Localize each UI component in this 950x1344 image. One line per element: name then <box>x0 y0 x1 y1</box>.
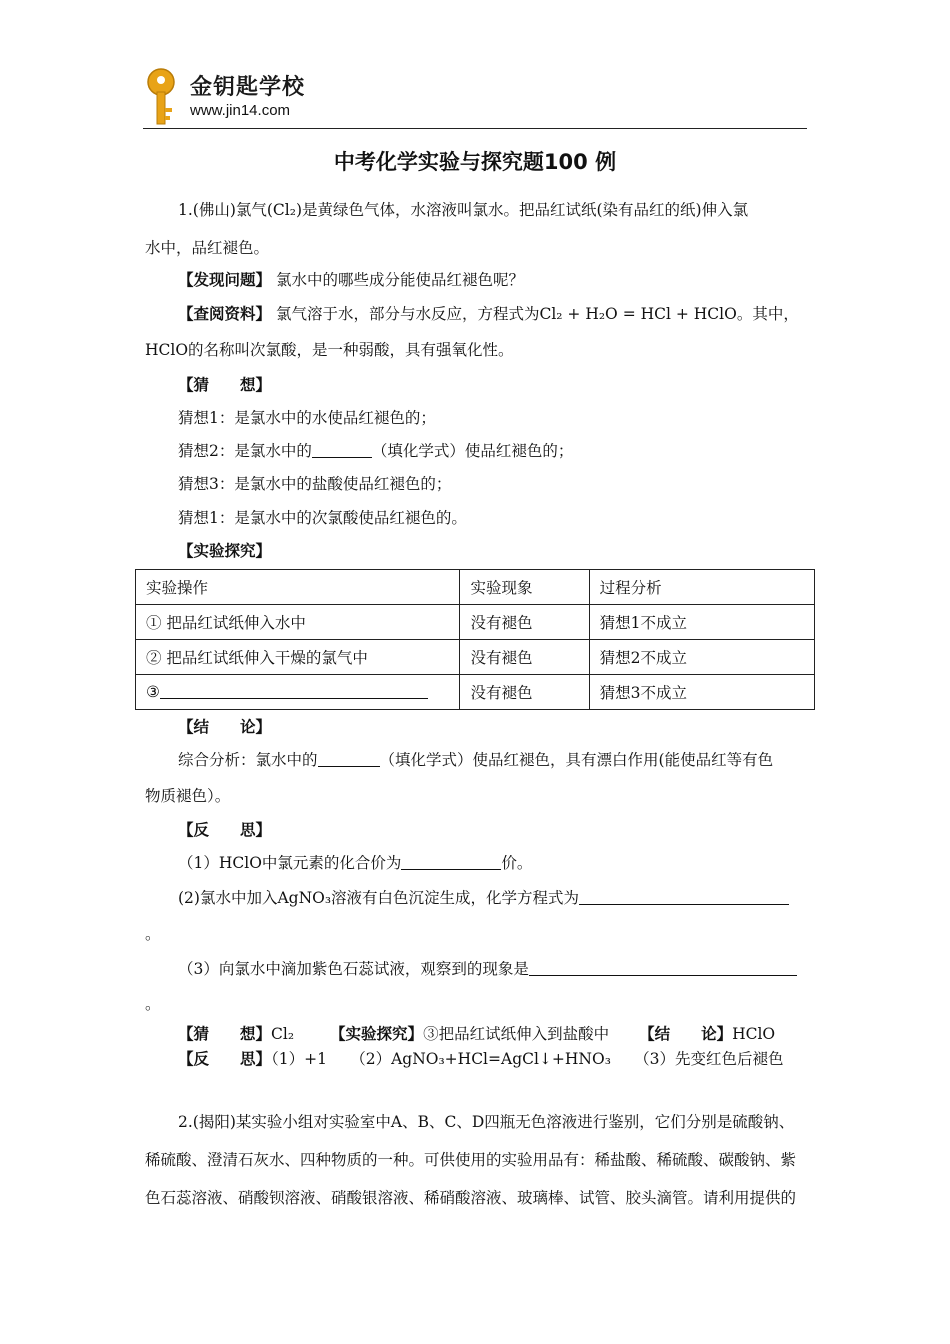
answer-conclusion: HClO <box>732 1025 776 1043</box>
answer-reflect: （1）+1 （2）AgNO₃+HCl=AgCl↓+HNO₃ （3）先变红色后褪色 <box>271 1050 784 1068</box>
table-row <box>136 605 815 640</box>
table-cell: 没有褪色 <box>460 640 589 675</box>
table-header-row <box>136 570 815 605</box>
consult-label: 【查阅资料】 <box>178 305 272 323</box>
reflect-2-text: (2)氯水中加入AgNO₃溶液有白色沉淀生成，化学方程式为 <box>178 889 580 907</box>
header-divider <box>143 128 807 129</box>
q1-discover <box>178 268 524 290</box>
table-header-cell: 实验现象 <box>460 570 589 605</box>
reflect-2 <box>178 886 789 908</box>
table-row <box>136 640 815 675</box>
key-icon <box>140 68 182 126</box>
conclusion-label: 【结 论】 <box>178 718 272 736</box>
logo-url: www.jin14.com <box>190 102 291 119</box>
reflect-label: 【反 思】 <box>178 821 272 839</box>
experiment-table <box>135 569 815 710</box>
guess-2 <box>178 439 573 461</box>
q2-line2: 稀硫酸、澄清石灰水、四种物质的一种。可供使用的实验用品有：稀盐酸、稀硫酸、碳酸钠、紫 <box>145 1151 797 1169</box>
q1-intro-line1: 1.(佛山)氯气(Cl₂)是黄绿色气体，水溶液叫氯水。把品红试纸(染有品红的纸)伸入氯 <box>178 201 749 219</box>
answer-reflect-label: 【反 思】 <box>178 1050 272 1068</box>
consult-text: 氯气溶于水，部分与水反应，方程式为Cl₂ + H₂O = HCl + HClO。其中， <box>275 305 799 323</box>
row3-blank[interactable] <box>160 683 428 699</box>
answer-explore-label: 【实验探究】 <box>330 1025 424 1043</box>
guess-3: 猜想3：是氯水中的盐酸使品红褪色的； <box>178 475 452 493</box>
answer-guess-label: 【猜 想】 <box>178 1025 272 1043</box>
conclusion-suffix: （填化学式）使品红褪色，具有漂白作用(能使品红等有色 <box>379 751 774 769</box>
answer-line-2 <box>178 1047 784 1069</box>
explore-label: 【实验探究】 <box>178 542 272 560</box>
reflect-1-prefix: （1）HClO中氯元素的化合价为 <box>178 854 402 872</box>
table-cell: 猜想3不成立 <box>589 675 814 710</box>
table-cell: 没有褪色 <box>460 675 589 710</box>
answer-line-1 <box>178 1022 775 1044</box>
answer-conclusion-label: 【结 论】 <box>639 1025 733 1043</box>
q1-consult <box>178 302 799 324</box>
reflect-1 <box>178 851 532 873</box>
reflect-3 <box>178 957 797 979</box>
guess-2-prefix: 猜想2：是氯水中的 <box>178 442 312 460</box>
table-row <box>136 675 815 710</box>
reflect-1-blank[interactable] <box>401 854 501 870</box>
reflect-2-blank[interactable] <box>579 889 789 905</box>
guess-2-blank[interactable] <box>312 442 372 458</box>
guess-4: 猜想1：是氯水中的次氯酸使品红褪色的。 <box>178 509 467 527</box>
reflect-3-blank[interactable] <box>529 960 797 976</box>
reflect-2-end: 。 <box>145 925 161 943</box>
table-cell: ① 把品红试纸伸入水中 <box>136 605 460 640</box>
table-cell: 猜想1不成立 <box>589 605 814 640</box>
reflect-1-suffix: 价。 <box>501 854 533 872</box>
reflect-3-text: （3）向氯水中滴加紫色石蕊试液，观察到的现象是 <box>178 960 529 978</box>
table-cell: 猜想2不成立 <box>589 640 814 675</box>
conclusion-line1 <box>178 748 773 770</box>
q2-line1: 2.(揭阳)某实验小组对实验室中A、B、C、D四瓶无色溶液进行鉴别，它们分别是硫酸钠、 <box>178 1113 795 1131</box>
reflect-3-end: 。 <box>145 995 161 1013</box>
row3-number: ③ <box>146 683 160 701</box>
table-cell: ② 把品红试纸伸入干燥的氯气中 <box>136 640 460 675</box>
guess-label: 【猜 想】 <box>178 376 272 394</box>
guess-2-suffix: （填化学式）使品红褪色的； <box>371 442 574 460</box>
conclusion-line2: 物质褪色）。 <box>145 787 231 805</box>
page-title: 中考化学实验与探究题100 例 <box>333 150 617 174</box>
discover-text: 氯水中的哪些成分能使品红褪色呢？ <box>275 271 524 289</box>
answer-guess: Cl₂ <box>271 1025 295 1043</box>
discover-label: 【发现问题】 <box>178 271 272 289</box>
table-header-cell: 过程分析 <box>589 570 814 605</box>
conclusion-blank[interactable] <box>318 751 380 767</box>
guess-1: 猜想1：是氯水中的水使品红褪色的； <box>178 409 436 427</box>
logo <box>140 66 370 128</box>
q1-consult-line2: HClO的名称叫次氯酸，是一种弱酸，具有强氧化性。 <box>145 341 514 359</box>
q2-line3: 色石蕊溶液、硝酸钡溶液、硝酸银溶液、稀硝酸溶液、玻璃棒、试管、胶头滴管。请利用提供的 <box>145 1189 797 1207</box>
table-header-cell: 实验操作 <box>136 570 460 605</box>
logo-brand-text: 金钥匙学校 <box>190 75 306 100</box>
q1-intro-line2: 水中，品红褪色。 <box>145 239 270 257</box>
conclusion-prefix: 综合分析：氯水中的 <box>178 751 318 769</box>
answer-explore: ③把品红试纸伸入到盐酸中 <box>423 1025 610 1043</box>
table-cell: 没有褪色 <box>460 605 589 640</box>
table-cell <box>136 675 460 710</box>
